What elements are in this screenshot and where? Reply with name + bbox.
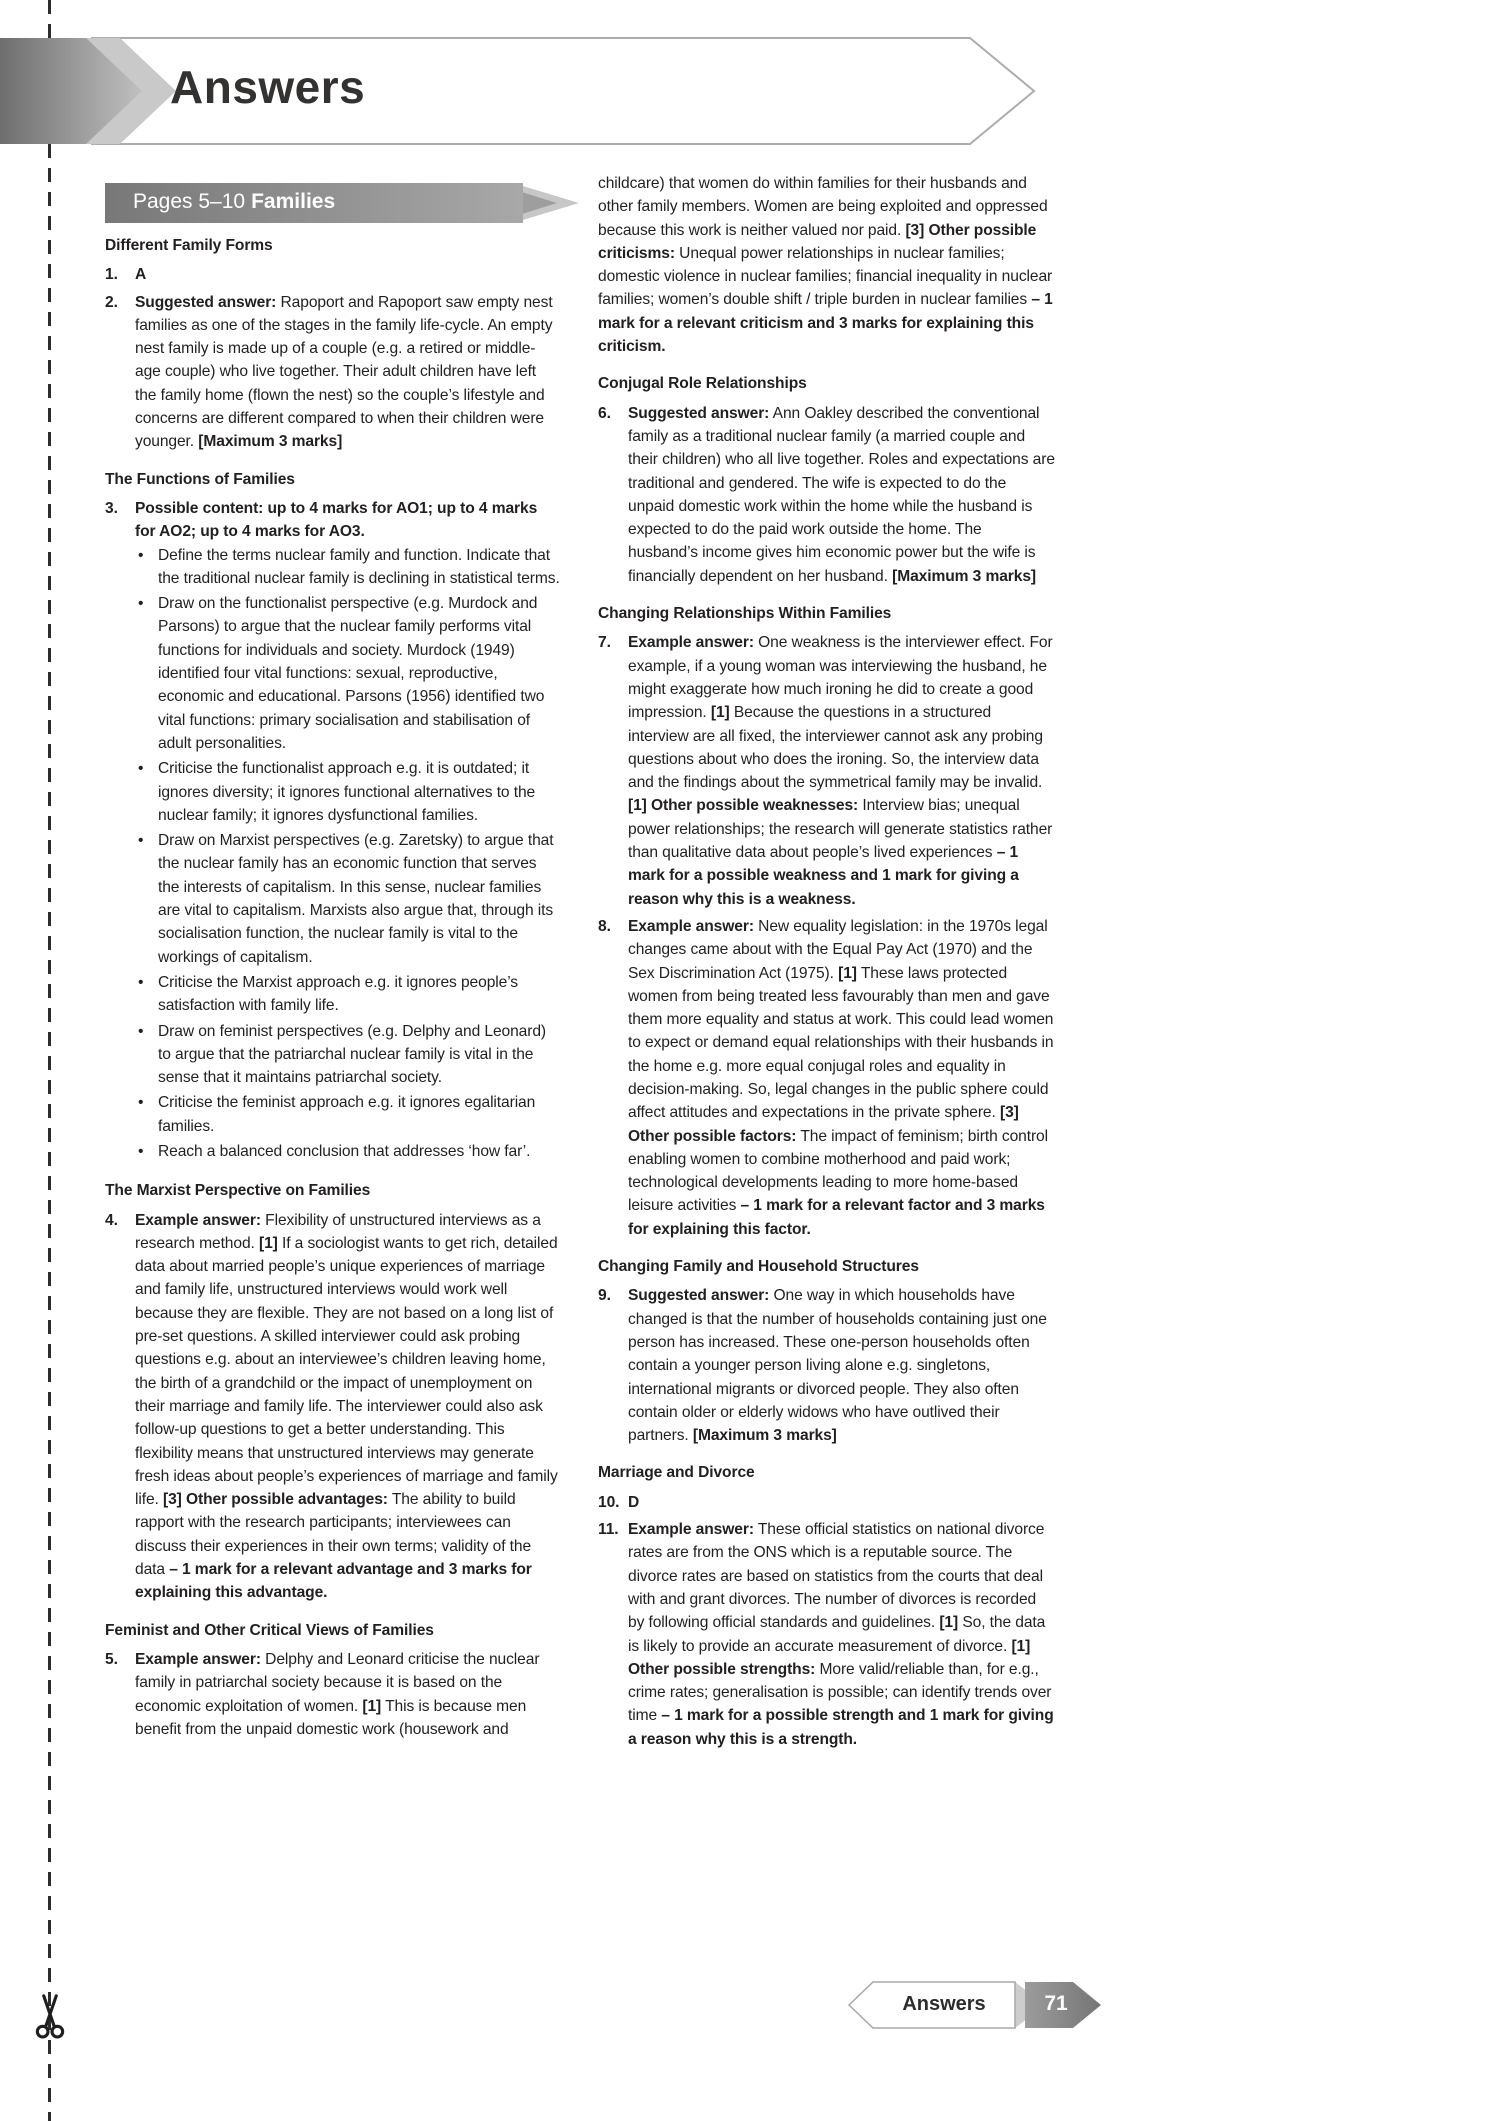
column-right (598, 172, 1055, 1755)
text-segment: One way in which households have changed is that the number of households containing just one person has increased. These one-person households often contain a younger person living alone e.g. singletons, international migrants or divorced people. They also often contain older or elderly widows who have outlived their partners. (628, 1287, 1047, 1445)
answer-number: 4. (105, 1211, 118, 1229)
answer-body (135, 291, 561, 454)
bold-text-segment: – 1 mark for a possible strength and 1 mark for giving a reason why this is a strength. (628, 1707, 1054, 1748)
text-segment: Criticise the Marxist approach e.g. it ignores people’s satisfaction with family life. (158, 973, 518, 1015)
answer-body (628, 1518, 1055, 1751)
topic-heading: Conjugal Role Relationships (598, 375, 807, 393)
text-segment: More valid/reliable than, for e.g., crime rates; generalisation is possible; can identify trends over time (628, 1660, 1052, 1725)
answer-body (628, 402, 1055, 588)
bullet-item (135, 971, 561, 1018)
bold-text-segment: [3] Other possible factors: (628, 1104, 1019, 1145)
bullet-item (135, 1020, 561, 1090)
bold-text-segment: Suggested answer: (628, 404, 770, 422)
footer-section-label: Answers (902, 1993, 986, 2015)
bold-text-segment: Possible content: up to 4 marks for AO1; up to 4 marks for AO2; up to 4 marks for AO3. (135, 499, 538, 541)
bold-text-segment: [1] (362, 1697, 382, 1715)
bold-text-segment: [1] (939, 1614, 959, 1632)
page-number: 71 (1044, 1992, 1068, 2015)
scissors-icon (28, 1992, 72, 2040)
bullet-item (135, 757, 561, 827)
cut-line (48, 0, 51, 2121)
answer-body (628, 631, 1055, 911)
page-footer (845, 1980, 1107, 2030)
answer-text (628, 1284, 1055, 1447)
text-segment: If a sociologist wants to get rich, detailed data about married people’s unique experiences of marriage and family life, unstructured interviews would work well because they are flexible. They are not based on a long list of pre-set questions. A skilled interviewer could ask probing questions e.g. about an interviewee’s children leaving home, the birth of a grandchild or the impact of unemployment on their marriage and family life. The interviewer could also ask follow-up questions to get a better understanding. This flexibility means that unstructured interviews may generate fresh ideas about people’s experiences of marriage and family life. (135, 1234, 558, 1509)
text-segment: Draw on the functionalist perspective (e.g. Murdock and Parsons) to argue that the nuclear family performs vital functions for individuals and society. Murdock (1949) identified four vital functions: sexual, reproductive, economic and educational. Parsons (1956) identified two vital functions: primary socialisation and stabilisation of adult personalities. (158, 595, 545, 752)
bold-text-segment: [1] Other possible strengths: (628, 1637, 1031, 1678)
answer-item (105, 263, 561, 286)
bullet-item (135, 1091, 561, 1138)
text-segment: Criticise the feminist approach e.g. it ignores egalitarian families. (158, 1094, 536, 1135)
continued-paragraph (598, 172, 1055, 358)
answer-body (135, 497, 561, 1165)
answer-number: 10. (598, 1493, 620, 1511)
text-segment: Draw on feminist perspectives (e.g. Delphy and Leonard) to argue that the patriarchal nuclear family is vital in the sense that it maintains patriarchal society. (158, 1022, 547, 1087)
text-segment: Flexibility of unstructured interviews as a research method. (135, 1211, 541, 1252)
topic-heading: Marriage and Divorce (598, 1464, 755, 1482)
answer-text (135, 291, 561, 454)
answer-number: 6. (598, 404, 611, 422)
answer-number: 7. (598, 634, 611, 652)
answer-text (628, 402, 1055, 588)
topic-heading: Feminist and Other Critical Views of Families (105, 1621, 434, 1639)
text-segment: Criticise the functionalist approach e.g. it is outdated; it ignores diversity; it ignores functional alternatives to the nuclear family; it ignores dysfunctional families. (158, 760, 536, 824)
answer-number: 5. (105, 1650, 118, 1668)
text-segment: The impact of feminism; birth control enabling women to combine motherhood and paid work; technological developments leading to more home-based leisure activities (628, 1127, 1048, 1215)
text-segment: Reach a balanced conclusion that addresses ‘how far’. (158, 1142, 531, 1160)
topic-heading: Changing Relationships Within Families (598, 605, 892, 623)
header-arrow-banner (0, 34, 1060, 148)
section-banner (105, 183, 585, 223)
answer-number: 1. (105, 266, 118, 284)
scissors-icon-glyph (28, 1992, 72, 2040)
section-banner-text (133, 190, 335, 214)
answer-number: 9. (598, 1287, 611, 1305)
answer-item (105, 497, 561, 1165)
bullet-item (135, 592, 561, 755)
answer-body (135, 1209, 561, 1605)
text-segment: The ability to build rapport with the research participants; interviewees can discuss their experiences in their own terms; validity of the data (135, 1491, 532, 1579)
text-segment: These laws protected women from being treated less favourably than men and gave them more equality and status at work. This could lead women to expect or demand equal relationships with their husbands in the home e.g. more equal conjugal roles and equality in decision-making. So, legal changes in the public sphere could affect attitudes and expectations in the private sphere. (628, 964, 1054, 1122)
topic-heading: The Functions of Families (105, 470, 295, 488)
bold-text-segment: A (135, 266, 147, 284)
answer-item (105, 291, 561, 454)
text-segment: Draw on Marxist perspectives (e.g. Zaretsky) to argue that the nuclear family has an economic function that serves the interests of capitalism. In this sense, nuclear families are vital to capitalism. Marxists also argue that, through its socialisation function, the nuclear family is vital to the workings of capitalism. (158, 832, 554, 966)
page-title: Answers (170, 61, 366, 113)
answer-body (628, 1491, 1055, 1514)
bullet-list (135, 544, 561, 1164)
answer-item (598, 631, 1055, 911)
answer-item (598, 1518, 1055, 1751)
bold-text-segment: [Maximum 3 marks] (892, 567, 1037, 585)
text-segment: Unequal power relationships in nuclear families; domestic violence in nuclear families; financial inequality in nuclear families; women’s double shift / triple burden in nuclear families (598, 244, 1053, 309)
answer-text (628, 1491, 1055, 1514)
bold-text-segment: Suggested answer: (135, 293, 277, 311)
answer-item (105, 1648, 561, 1741)
answer-body (135, 263, 561, 286)
bold-text-segment: – 1 mark for a relevant advantage and 3 marks for explaining this advantage. (135, 1561, 532, 1602)
answer-body (135, 1648, 561, 1741)
bold-text-segment: D (628, 1493, 640, 1511)
bold-text-segment: [1] (710, 704, 730, 722)
bold-text-segment: [3] Other possible criticisms: (598, 221, 1037, 262)
bold-text-segment: Example answer: (135, 1211, 261, 1229)
bold-text-segment: Suggested answer: (628, 1287, 770, 1305)
section-title: Families (251, 190, 336, 213)
text-segment: One weakness is the interviewer effect. For example, if a young woman was interviewing the husband, he might exaggerate how much ironing he did to create a good impression. (628, 634, 1053, 722)
bold-text-segment: – 1 mark for a relevant factor and 3 marks for explaining this factor. (628, 1197, 1045, 1238)
text-segment: childcare) that women do within families for their husbands and other family members. Women are being exploited and oppressed because this work is neither valued nor paid. (598, 175, 1048, 239)
text-segment: New equality legislation: in the 1970s legal changes came about with the Equal Pay Act (1970) and the Sex Discrimination Act (1975). (628, 917, 1048, 982)
answer-text (628, 915, 1055, 1241)
column-left (105, 234, 561, 1745)
answer-item (598, 915, 1055, 1241)
bold-text-segment: – 1 mark for a possible weakness and 1 mark for giving a reason why this is a weakness. (628, 844, 1019, 908)
topic-heading: The Marxist Perspective on Families (105, 1182, 371, 1200)
topic-heading: Changing Family and Household Structures (598, 1258, 919, 1276)
answer-text (628, 631, 1055, 911)
bullet-item (135, 829, 561, 969)
bold-text-segment: Example answer: (628, 1521, 754, 1539)
topic-heading: Different Family Forms (105, 237, 273, 254)
answer-item (598, 1284, 1055, 1447)
section-pages-range: Pages 5–10 (133, 190, 246, 213)
text-segment: Delphy and Leonard criticise the nuclear family in patriarchal society because it is based on the economic exploitation of women. (135, 1650, 540, 1715)
answer-number: 2. (105, 293, 118, 311)
answer-text (628, 1518, 1055, 1751)
bold-text-segment: [Maximum 3 marks] (198, 433, 343, 451)
text-segment: Because the questions in a structured interview are all fixed, the interviewer cannot ask any probing questions about who does the ironing. So, the interview data and the findings about the symmetrical family may be invalid. (628, 704, 1043, 792)
text-segment: Ann Oakley described the conventional family as a traditional nuclear family (a married couple and their children) who all live together. Roles and expectations are traditional and gendered. The wife is expected to do the unpaid domestic work within the home while the husband is expected to do the paid work outside the home. The husband’s income gives him economic power but the wife is financially dependent on her husband. (628, 404, 1055, 585)
text-segment: These official statistics on national divorce rates are from the ONS which is a reputable source. The divorce rates are based on statistics from the courts that deal with and grant divorces. The number of divorces is recorded by following official standards and guidelines. (628, 1521, 1045, 1632)
bold-text-segment: [1] (838, 964, 857, 982)
bold-text-segment: Example answer: (628, 634, 754, 652)
answer-item (598, 402, 1055, 588)
bold-text-segment: Example answer: (628, 917, 754, 935)
text-segment: Interview bias; unequal power relationships; the research will generate statistics rather than qualitative data about people’s lived experiences (628, 797, 1053, 862)
bold-text-segment: [1] (258, 1234, 278, 1252)
answer-text (135, 263, 561, 286)
bullet-item (135, 544, 561, 591)
answer-body (628, 1284, 1055, 1447)
answer-text (135, 1648, 561, 1741)
text-segment: So, the data is likely to provide an accurate measurement of divorce. (628, 1614, 1046, 1655)
answer-text (135, 497, 561, 544)
answer-item (105, 1209, 561, 1605)
bullet-item (135, 1140, 561, 1163)
bold-text-segment: [3] Other possible advantages: (163, 1491, 388, 1509)
answer-number: 11. (598, 1521, 619, 1539)
bold-text-segment: Example answer: (135, 1650, 261, 1668)
text-segment: Rapoport and Rapoport saw empty nest families as one of the stages in the family life-cycle. An empty nest family is made up of a couple (e.g. a retired or middle-age couple) who live together. Their adult children have left the family home (flown the nest) so the couple’s lifestyle and concerns are different compared to when their children were younger. (135, 293, 553, 451)
answer-item (598, 1491, 1055, 1514)
text-segment: Define the terms nuclear family and function. Indicate that the traditional nuclear family is declining in statistical terms. (158, 546, 560, 587)
bold-text-segment: [1] Other possible weaknesses: (628, 797, 859, 815)
answer-text (135, 1209, 561, 1605)
text-segment: This is because men benefit from the unpaid domestic work (housework and (135, 1697, 527, 1738)
answer-number: 8. (598, 917, 611, 935)
answer-body (628, 915, 1055, 1241)
bold-text-segment: [Maximum 3 marks] (692, 1427, 837, 1445)
answer-number: 3. (105, 499, 118, 517)
bold-text-segment: – 1 mark for a relevant criticism and 3 marks for explaining this criticism. (598, 291, 1053, 356)
